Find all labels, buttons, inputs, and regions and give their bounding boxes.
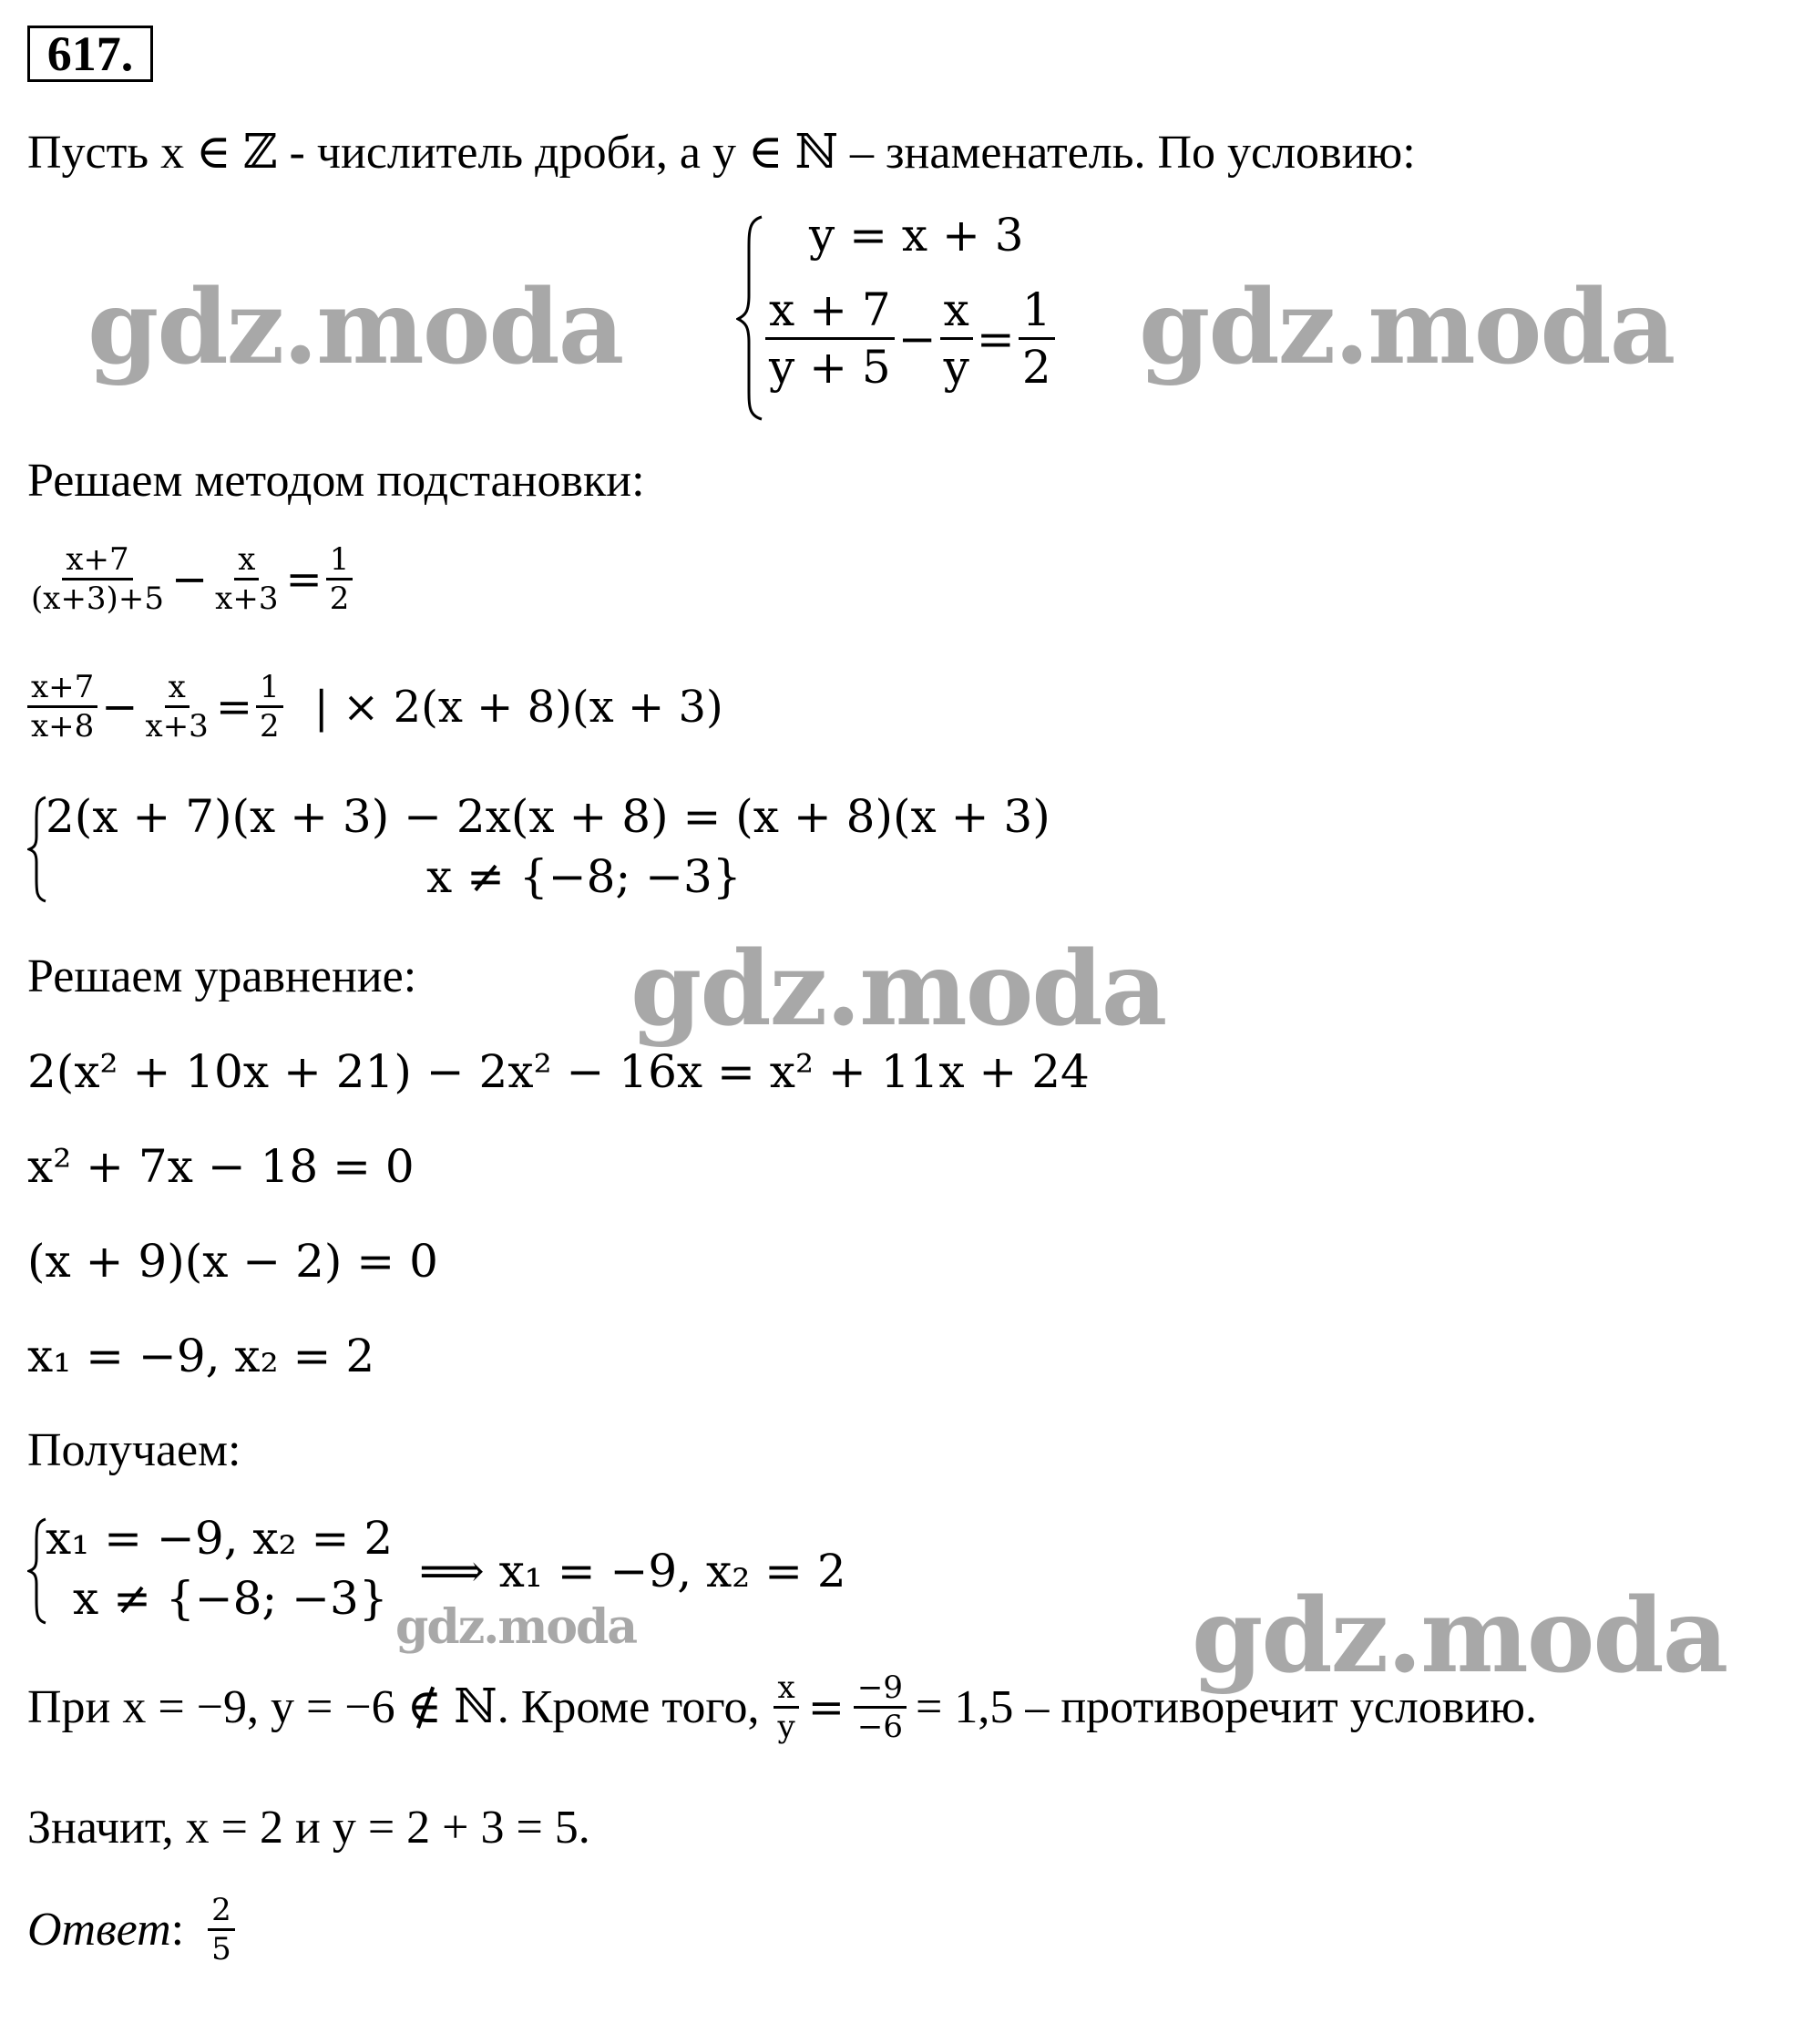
check-part-2: = 1,5 – противоречит условию.	[916, 1680, 1537, 1733]
numerator: x	[234, 541, 259, 580]
equals-sign: =	[976, 312, 1015, 365]
factored-line: (x + 9)(x − 2) = 0	[27, 1235, 438, 1288]
fraction	[940, 282, 973, 395]
expand-line: 2(x² + 10x + 21) − 2x² − 16x = x² + 11x + 24	[27, 1045, 1090, 1098]
fraction	[27, 669, 97, 745]
denominator: x+3	[215, 580, 279, 617]
numerator: 1	[256, 669, 283, 708]
answer-colon: :	[170, 1903, 185, 1956]
answer-fraction	[208, 1892, 235, 1967]
step-2	[27, 669, 723, 745]
watermark: gdz.moda	[87, 268, 623, 387]
minus-sign: −	[170, 553, 209, 605]
quadratic-line: x² + 7x − 18 = 0	[27, 1140, 415, 1193]
solve-text: Решаем уравнение:	[27, 950, 417, 1002]
system-3-eq: x₁ = −9, x₂ = 2	[46, 1512, 394, 1565]
denominator: x+3	[145, 708, 209, 745]
minus-sign: −	[101, 681, 138, 733]
minus-sign: −	[897, 312, 937, 365]
fraction	[27, 541, 168, 617]
system-2-eq: 2(x + 7)(x + 3) − 2x(x + 8) = (x + 8)(x + 3)	[46, 790, 1050, 843]
denominator: y + 5	[769, 341, 891, 394]
fraction	[854, 1669, 907, 1745]
watermark: gdz.moda	[395, 1599, 637, 1655]
numerator: −9	[854, 1669, 907, 1709]
fraction	[765, 282, 895, 395]
denominator: 5	[211, 1931, 231, 1967]
get-text: Получаем:	[27, 1424, 241, 1476]
system-2-cond: x ≠ {−8; −3}	[426, 850, 742, 903]
denominator: −6	[856, 1709, 904, 1745]
denominator: y	[777, 1709, 795, 1745]
numerator: x + 7	[765, 282, 895, 340]
method-text: Решаем методом подстановки:	[27, 455, 645, 507]
denominator: 2	[329, 580, 350, 617]
watermark: gdz.moda	[1192, 1577, 1727, 1696]
equals-sign: =	[285, 553, 323, 605]
denominator: (x+3)+5	[31, 580, 164, 617]
multiplier: | × 2(x + 8)(x + 3)	[313, 681, 723, 733]
numerator: x+7	[27, 669, 97, 708]
fraction	[211, 541, 282, 617]
system-1-eq1: y = x + 3	[809, 209, 1024, 262]
fraction	[326, 541, 353, 617]
intro-text: Пусть x ∈ ℤ - числитель дроби, а y ∈ ℕ – знаменатель. По условию:	[27, 127, 1416, 179]
check-part-1: При x = −9, y = −6 ∉ ℕ. Кроме того,	[27, 1680, 760, 1733]
system-2	[27, 789, 1139, 908]
numerator: 1	[1019, 282, 1055, 340]
numerator: x	[774, 1669, 798, 1709]
fraction	[774, 1669, 798, 1745]
numerator: x+7	[62, 541, 132, 580]
watermark: gdz.moda	[1139, 268, 1675, 387]
numerator: x	[165, 669, 190, 708]
system-3-result: ⟹ x₁ = −9, x₂ = 2	[419, 1545, 846, 1597]
numerator: 2	[208, 1892, 235, 1931]
answer	[27, 1892, 239, 1967]
step-1	[27, 541, 356, 617]
watermark: gdz.moda	[630, 930, 1166, 1049]
equals-sign: =	[807, 1681, 845, 1733]
numerator: 1	[326, 541, 353, 580]
fraction	[1019, 282, 1055, 395]
roots-line: x₁ = −9, x₂ = 2	[27, 1330, 375, 1382]
fraction	[142, 669, 212, 745]
fraction	[256, 669, 283, 745]
answer-label: Ответ	[27, 1903, 171, 1956]
denominator: y	[943, 341, 969, 394]
denominator: 2	[1021, 341, 1051, 394]
problem-number: 617.	[27, 26, 153, 82]
conclusion-text: Значит, x = 2 и y = 2 + 3 = 5.	[27, 1802, 590, 1854]
numerator: x	[940, 282, 973, 340]
system-1	[736, 208, 1101, 426]
denominator: x+8	[31, 708, 95, 745]
denominator: 2	[260, 708, 280, 745]
system-3-cond: x ≠ {−8; −3}	[73, 1572, 388, 1625]
equals-sign: =	[215, 681, 253, 733]
system-1-eq2	[762, 282, 1059, 395]
